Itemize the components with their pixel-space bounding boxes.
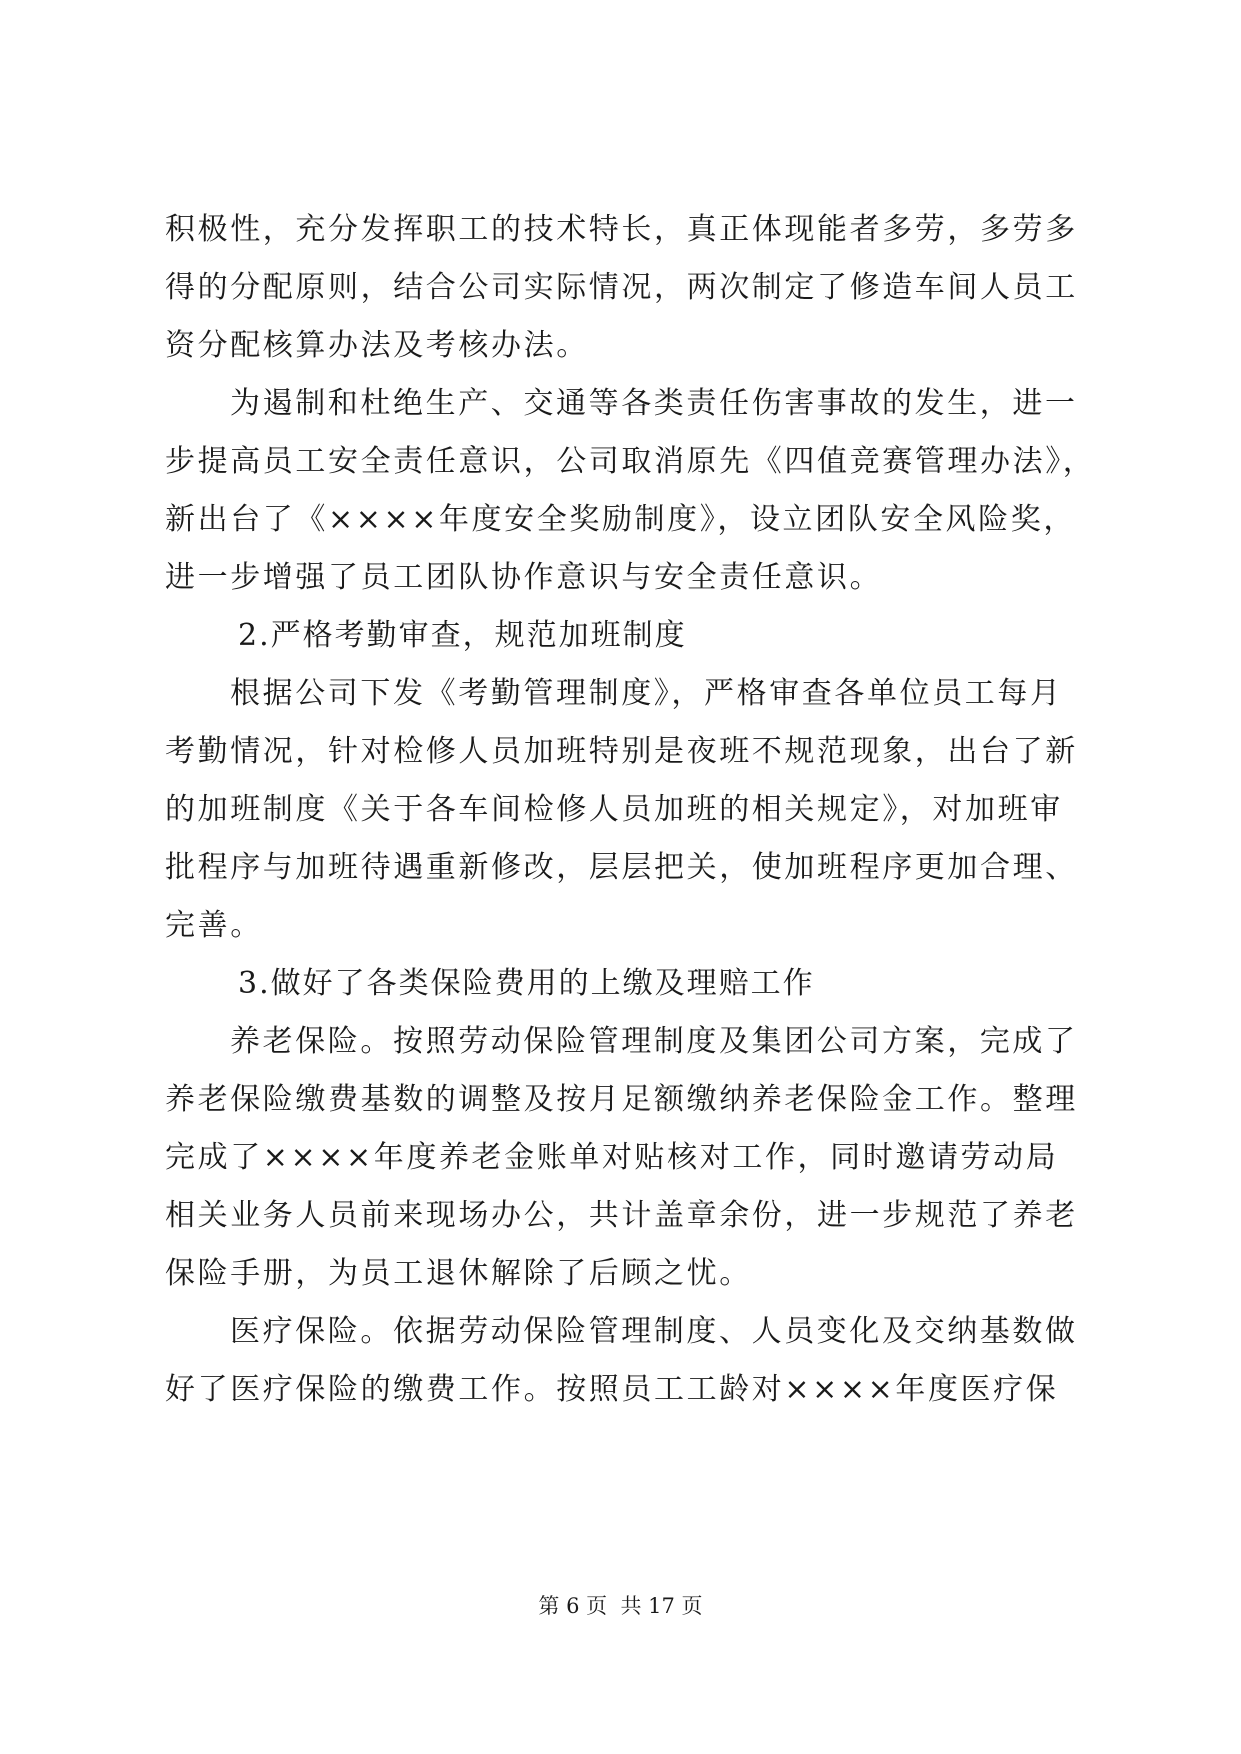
text-line: 得的分配原则，结合公司实际情况，两次制定了修造车间人员工 (165, 270, 1078, 305)
text-line: 批程序与加班待遇重新修改，层层把关，使加班程序更加合理、 (165, 850, 1078, 885)
text-line: 积极性，充分发挥职工的技术特长，真正体现能者多劳，多劳多 (165, 212, 1078, 247)
paragraph-start-line: 为遏制和杜绝生产、交通等各类责任伤害事故的发生，进一 (230, 386, 1078, 421)
text-line: 完成了××××年度养老金账单对贴核对工作，同时邀请劳动局 (165, 1140, 1059, 1175)
text-line: 的加班制度《关于各车间检修人员加班的相关规定》，对加班审 (165, 792, 1063, 827)
text-line: 好了医疗保险的缴费工作。按照员工工龄对××××年度医疗保 (165, 1372, 1059, 1407)
text-line: 完善。 (165, 908, 263, 943)
text-line: 考勤情况，针对检修人员加班特别是夜班不规范现象，出台了新 (165, 734, 1078, 769)
text-line: 保险手册，为员工退休解除了后顾之忧。 (165, 1256, 752, 1291)
text-line: 新出台了《××××年度安全奖励制度》，设立团队安全风险奖， (165, 502, 1076, 537)
text-line: 步提高员工安全责任意识，公司取消原先《四值竞赛管理办法》， (165, 444, 1096, 479)
paragraph-start-line: 养老保险。按照劳动保险管理制度及集团公司方案，完成了 (230, 1024, 1078, 1059)
text-line: 养老保险缴费基数的调整及按月足额缴纳养老保险金工作。整理 (165, 1082, 1078, 1117)
paragraph-start-line: 根据公司下发《考勤管理制度》，严格审查各单位员工每月 (230, 676, 1063, 711)
page-footer: 第 6 页 共 17 页 (538, 1594, 703, 1618)
section-heading: 2.严格考勤审查，规范加班制度 (238, 618, 687, 653)
text-line: 相关业务人员前来现场办公，共计盖章余份，进一步规范了养老 (165, 1198, 1078, 1233)
section-heading: 3.做好了各类保险费用的上缴及理赔工作 (238, 966, 815, 1001)
text-line: 进一步增强了员工团队协作意识与安全责任意识。 (165, 560, 883, 595)
paragraph-start-line: 医疗保险。依据劳动保险管理制度、人员变化及交纳基数做 (230, 1314, 1078, 1349)
text-line: 资分配核算办法及考核办法。 (165, 328, 589, 363)
